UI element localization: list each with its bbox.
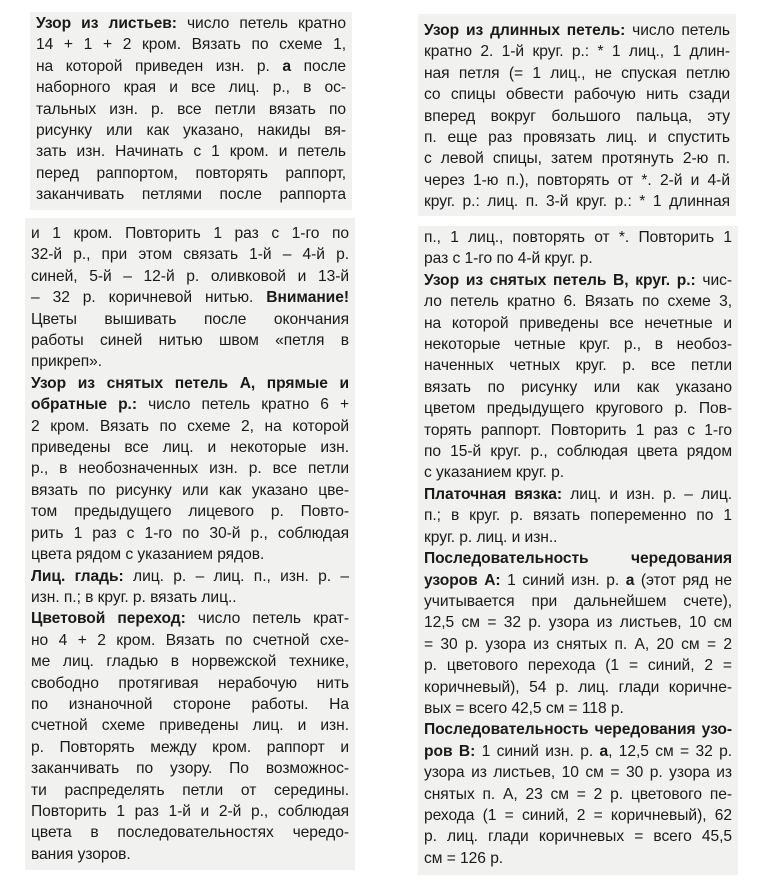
- bold-term: а: [625, 571, 635, 589]
- line-text: вперед вокруг большого пальца, эту: [424, 107, 730, 125]
- line-text: снятых п. А, 23 см = 2 р. цветового пе-: [424, 785, 732, 803]
- text-line: [31, 544, 349, 565]
- text-line: [31, 373, 349, 394]
- line-text: Повторить 1 раз 1-й и 2-й р., соблюдая: [31, 802, 349, 820]
- text-line: [424, 420, 732, 441]
- text-line: [36, 77, 346, 98]
- line-text: р., в необозначенных изн. р. все петли: [31, 460, 349, 478]
- text-line: [424, 377, 732, 398]
- text-line: [424, 484, 732, 505]
- text-line: [31, 737, 349, 758]
- line-text: синей, 5-й – 12-й р. оливковой и 13-й: [31, 267, 349, 285]
- line-text: круг. р. лиц. и изн..: [424, 528, 558, 546]
- text-line: [36, 120, 346, 141]
- line-text: круг. р.: лиц. п. 3-й круг. р.: * 1 длинная: [424, 193, 730, 211]
- text-line: [424, 148, 730, 169]
- bold-term: Последовательность чередования узо-: [424, 721, 732, 739]
- line-text: 1 синий изн. р.: [500, 571, 626, 589]
- text-line: [31, 330, 349, 351]
- text-line: [31, 758, 349, 779]
- line-text: ная петля (= 1 лиц., не спуская петлю: [424, 64, 730, 82]
- line-text: – 32 р. коричневой нитью.: [31, 289, 267, 307]
- line-text: р. Повторять между кром. раппорт и: [31, 738, 349, 756]
- line-text: чис-: [695, 271, 732, 289]
- text-line: [424, 677, 732, 698]
- line-text: 1 синий изн. р.: [475, 742, 600, 760]
- line-text: кратно 2. 1-й круг. р.: * 1 лиц., 1 длин-: [424, 43, 730, 61]
- line-text: наборного края и все лиц. р., в ос-: [36, 79, 346, 97]
- line-text: 12,5 см = 32 р. узора из листьев, 10 см: [424, 614, 732, 632]
- line-text: через 1-ю п.), повторять от *. 2-й и 4-й: [424, 171, 730, 189]
- line-text: вания узоров.: [31, 845, 131, 863]
- text-line: [31, 501, 349, 522]
- text-line: [424, 355, 732, 376]
- text-line: [424, 334, 732, 355]
- text-line: [31, 416, 349, 437]
- text-lines: [424, 14, 730, 213]
- line-text: = 30 р. узора из снятых п. А, 20 см = 2: [424, 635, 732, 653]
- bold-term: Лиц. гладь:: [31, 567, 124, 585]
- text-line: [31, 608, 349, 629]
- line-text: , 12,5 см = 32 р.: [608, 742, 732, 760]
- line-text: перед раппортом, повторять раппорт,: [36, 164, 346, 182]
- line-text: вязать по рисунку или как указано: [424, 378, 732, 396]
- line-text: число петель кратно 6 +: [136, 396, 349, 414]
- text-line: [31, 822, 349, 843]
- text-line: [424, 591, 732, 612]
- text-line: [424, 612, 732, 633]
- line-text: Цветы вышивать после окончания: [31, 310, 349, 328]
- text-line: [424, 227, 732, 248]
- line-text: рисунку или как указано, накиды вя-: [36, 122, 346, 140]
- line-text: работы синей нитью швом «петля в: [31, 332, 349, 350]
- text-line: [424, 762, 732, 783]
- line-text: заканчивать по узору. По возможнос-: [31, 760, 349, 778]
- text-line: [424, 570, 732, 591]
- line-text: р. цветового перехода (1 = синий, 2 =: [424, 657, 732, 675]
- text-line: [31, 715, 349, 736]
- text-line: [424, 127, 730, 148]
- text-line: [31, 694, 349, 715]
- text-line: [31, 287, 349, 308]
- text-line: [36, 34, 346, 55]
- line-text: 32-й р., при этом связать 1-й – 4-й р.: [31, 246, 349, 264]
- text-line: [36, 163, 346, 184]
- text-line: [424, 548, 732, 569]
- text-line: [31, 244, 349, 265]
- text-line: [31, 844, 349, 865]
- text-line: [424, 20, 730, 41]
- line-text: число петель: [625, 22, 730, 39]
- text-line: [424, 41, 730, 62]
- line-text: 14 + 1 + 2 кром. Вязать по схеме 1,: [36, 36, 346, 54]
- text-line: [31, 651, 349, 672]
- text-line: [31, 351, 349, 372]
- text-line: [424, 170, 730, 191]
- bold-term: Последовательность чередования: [424, 550, 732, 568]
- text-line: [36, 13, 346, 34]
- column2-bottom-block: [418, 226, 738, 875]
- text-line: [424, 270, 732, 291]
- text-line: [424, 106, 730, 127]
- line-text: см = 126 р.: [424, 849, 504, 867]
- text-line: [424, 719, 732, 740]
- text-line: [31, 480, 349, 501]
- line-text: ло петель кратно 6. Вязать по схеме 3,: [424, 293, 732, 311]
- text-line: [31, 673, 349, 694]
- text-line: [424, 313, 732, 334]
- text-line: [424, 698, 732, 719]
- line-text: по 15-й круг. р., соблюдая цвета рядом: [424, 443, 732, 461]
- text-line: [36, 56, 346, 77]
- text-line: [31, 566, 349, 587]
- text-lines: [424, 226, 732, 869]
- line-text: ти распределять петли от середины.: [31, 781, 349, 799]
- line-text: р. лиц. глади коричневых = всего 45,5: [424, 828, 732, 846]
- text-line: [31, 630, 349, 651]
- column1-bottom-block: [25, 218, 355, 870]
- bold-term: ров В:: [424, 742, 476, 760]
- text-line: [424, 248, 732, 269]
- line-text: наченных четных круг. р. все петли: [424, 357, 732, 375]
- text-line: [424, 741, 732, 762]
- line-text: свободно протягивая нерабочую нить: [31, 674, 349, 692]
- line-text: цвета рядом с указанием рядов.: [31, 546, 265, 564]
- line-text: некоторые четные круг. р., в необоз-: [424, 336, 732, 354]
- line-text: рить 1 раз с 1-го по 30-й р., соблюдая: [31, 524, 349, 542]
- line-text: тальных изн. р. все петли вязать по: [36, 100, 346, 118]
- line-text: торять раппорт. Повторить 1 раз с 1-го: [424, 421, 732, 439]
- line-text: прикреп».: [31, 353, 102, 371]
- column1-top-block: [30, 12, 352, 210]
- line-text: 2 кром. Вязать по схеме 2, на которой: [31, 417, 349, 435]
- line-text: с указанием круг. р.: [424, 464, 565, 482]
- text-line: [424, 805, 732, 826]
- line-text: число петель крат-: [185, 610, 349, 628]
- line-text: заканчивать петлями после раппорта: [36, 186, 346, 204]
- bold-term: узоров А:: [424, 571, 501, 589]
- line-text: коричневый), 54 р. лиц. глади коричне-: [424, 678, 732, 696]
- text-line: [424, 291, 732, 312]
- bold-term: а: [282, 57, 292, 75]
- text-line: [36, 99, 346, 120]
- text-line: [424, 398, 732, 419]
- line-text: вых = всего 42,5 см = 118 р.: [424, 699, 624, 717]
- text-line: [31, 458, 349, 479]
- text-line: [424, 191, 730, 212]
- text-line: [31, 780, 349, 801]
- line-text: лиц. р. – лиц. п., изн. р. –: [123, 567, 350, 585]
- line-text: п.; в круг. р. вязать попеременно по 1: [424, 507, 732, 525]
- line-text: п., 1 лиц., повторять от *. Повторить 1: [424, 229, 732, 246]
- bold-term: Узор из длинных петель:: [424, 22, 626, 39]
- text-line: [36, 141, 346, 162]
- bold-term: Узор из снятых петель В, круг. р.:: [424, 271, 696, 289]
- line-text: раз с 1-го по 4-й круг. р.: [424, 250, 593, 268]
- line-text: изн. п.; в круг. р. вязать лиц..: [31, 588, 237, 606]
- text-lines: [36, 12, 346, 206]
- text-line: [31, 587, 349, 608]
- text-line: [31, 309, 349, 330]
- text-line: [424, 848, 732, 869]
- text-line: [424, 655, 732, 676]
- text-lines: [31, 218, 349, 865]
- line-text: п. еще раз провязать лиц. и спустить: [424, 129, 730, 147]
- line-text: и 1 кром. Повторить 1 раз с 1-го по: [31, 225, 349, 242]
- line-text: (этот ряд не: [634, 571, 732, 589]
- text-line: [424, 527, 732, 548]
- bold-term: Узор из снятых петель А, прямые и: [31, 374, 349, 392]
- line-text: цвета в последовательностях чередо-: [31, 824, 349, 842]
- line-text: на которой приведен изн. р.: [36, 57, 283, 75]
- line-text: после: [291, 57, 347, 75]
- text-line: [424, 784, 732, 805]
- text-line: [424, 462, 732, 483]
- line-text: на которой приведены все нечетные и: [424, 314, 732, 332]
- line-text: узора из листьев, 10 см = 30 р. узора из: [424, 764, 732, 782]
- text-line: [31, 523, 349, 544]
- line-text: зать изн. Начинать с 1 кром. и петель: [36, 143, 346, 161]
- text-line: [31, 223, 349, 244]
- bold-term: а: [599, 742, 609, 760]
- line-text: том предыдущего лицевого р. Повто-: [31, 503, 349, 521]
- text-line: [424, 63, 730, 84]
- text-line: [31, 266, 349, 287]
- text-line: [36, 184, 346, 205]
- text-line: [31, 437, 349, 458]
- bold-term: Внимание!: [266, 289, 349, 307]
- line-text: учитывается при дальнейшем счете),: [424, 592, 732, 610]
- text-line: [424, 84, 730, 105]
- bold-term: Платочная вязка:: [424, 485, 562, 503]
- line-text: ме лиц. гладью в норвежской технике,: [31, 653, 349, 671]
- bold-term: Узор из листьев:: [36, 15, 177, 32]
- column2-top-block: [418, 14, 736, 216]
- line-text: рехода (1 = синий, 2 = коричневый), 62: [424, 806, 732, 824]
- line-text: число петель кратно: [176, 15, 346, 32]
- line-text: счетной схеме приведены лиц. и изн.: [31, 717, 349, 735]
- text-line: [424, 441, 732, 462]
- text-line: [424, 505, 732, 526]
- text-line: [31, 801, 349, 822]
- bold-term: Цветовой переход:: [31, 610, 186, 628]
- line-text: приведены все лиц. и некоторые изн.: [31, 439, 349, 457]
- text-line: [424, 826, 732, 847]
- line-text: но 4 + 2 кром. Вязать по счетной схе-: [31, 631, 349, 649]
- line-text: по изнаночной стороне работы. На: [31, 695, 349, 713]
- line-text: цветом предыдущего кругового р. Пов-: [424, 400, 732, 418]
- line-text: лиц. и изн. р. – лиц.: [562, 485, 733, 503]
- text-line: [424, 634, 732, 655]
- text-line: [31, 394, 349, 415]
- bold-term: обратные р.:: [31, 396, 137, 414]
- line-text: вязать по рисунку или как указано цве-: [31, 481, 349, 499]
- line-text: с левой спицы, затем протянуть 2-ю п.: [424, 150, 730, 168]
- line-text: со спицы обвести рабочую нить сзади: [424, 86, 730, 104]
